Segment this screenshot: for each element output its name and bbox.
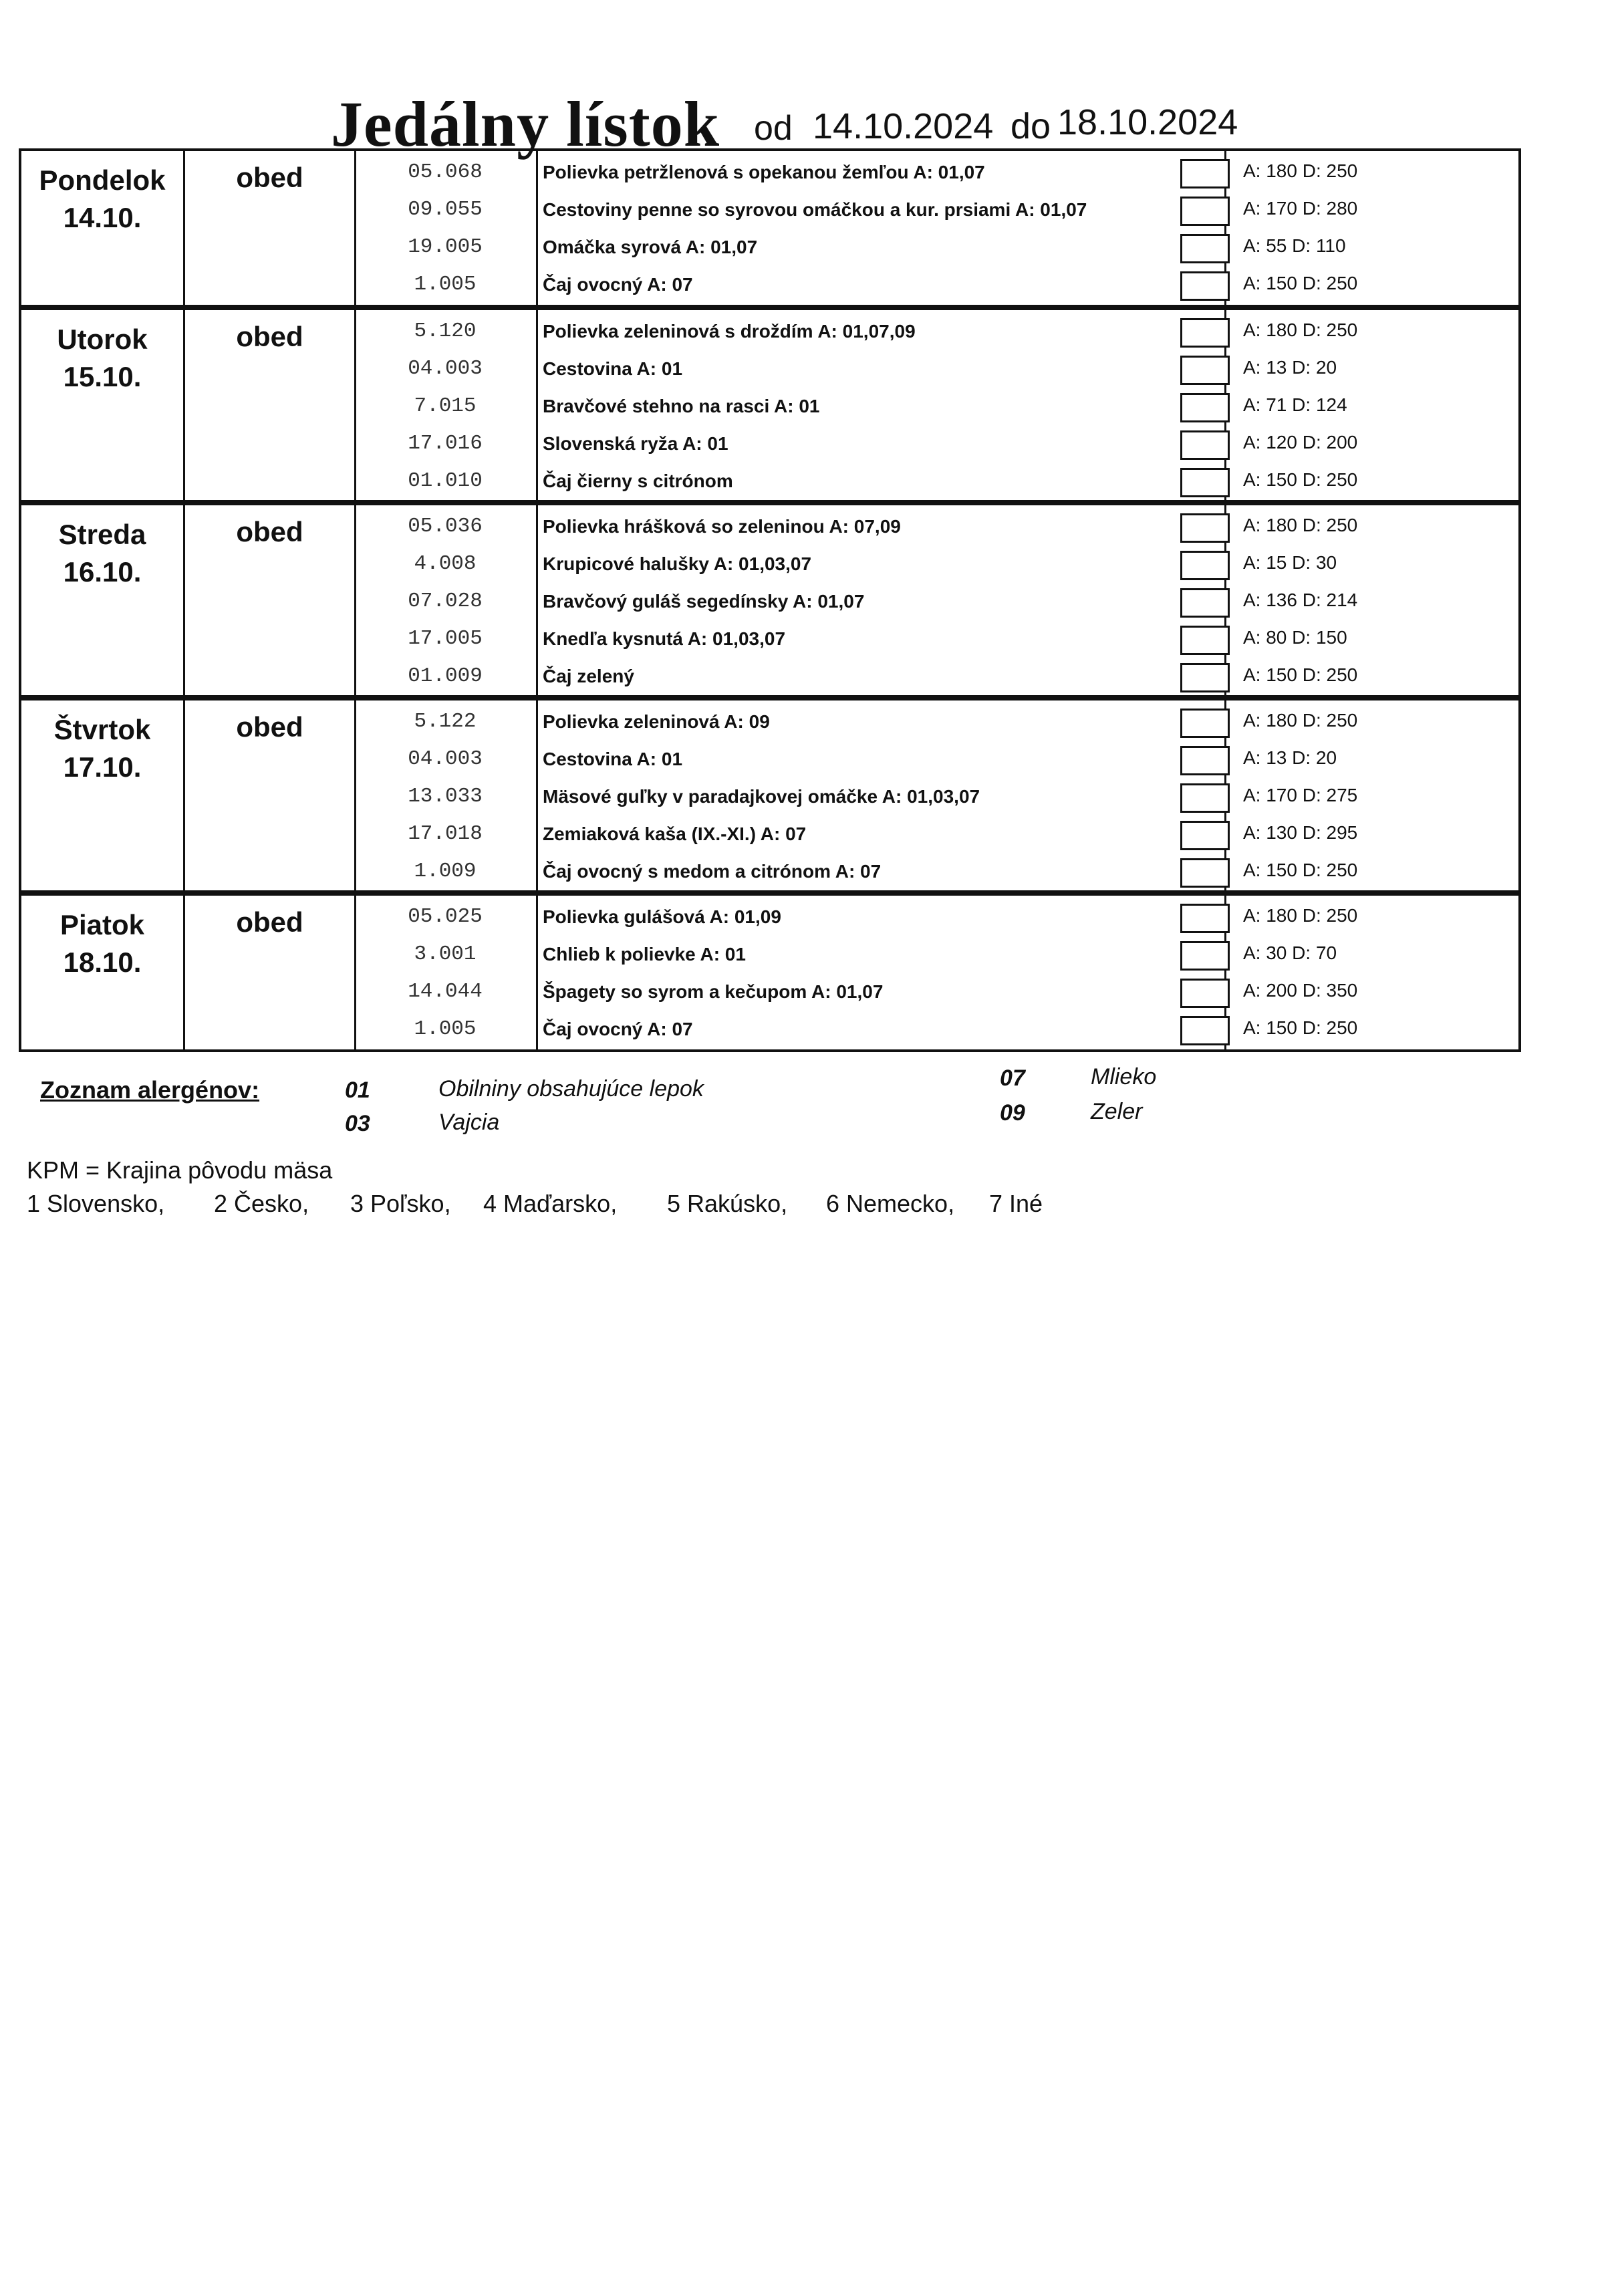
- order-checkbox[interactable]: [1180, 821, 1230, 850]
- item-code: 5.120: [414, 320, 477, 343]
- day-name: Utorok: [57, 324, 148, 355]
- dish-name: Polievka zeleninová s droždím A: 01,07,09: [543, 321, 916, 342]
- dish-name: Polievka zeleninová A: 09: [543, 711, 770, 732]
- item-code: 3.001: [414, 942, 477, 966]
- allergen-name: Zeler: [1091, 1099, 1143, 1124]
- day-block: [19, 148, 1521, 307]
- item-code: 1.009: [414, 860, 477, 883]
- menu-item-row: [354, 900, 1530, 937]
- dish-name: Cestovina A: 01: [543, 358, 683, 379]
- dish-name: Polievka hrášková so zeleninou A: 07,09: [543, 516, 901, 537]
- dish-name: Krupicové halušky A: 01,03,07: [543, 553, 812, 574]
- meal-type: obed: [236, 906, 303, 938]
- portion-size: A: 13 D: 20: [1243, 747, 1337, 768]
- portion-size: A: 200 D: 350: [1243, 980, 1358, 1001]
- item-code: 7.015: [414, 394, 477, 418]
- portion-size: A: 120 D: 200: [1243, 432, 1358, 453]
- menu-item-row: [354, 352, 1530, 389]
- allergen-name: Vajcia: [438, 1110, 500, 1135]
- menu-item-row: [354, 464, 1530, 501]
- kpm-country-list: [27, 1190, 1096, 1230]
- order-checkbox[interactable]: [1180, 234, 1230, 263]
- dish-name: Cestovina A: 01: [543, 749, 683, 769]
- menu-item-row: [354, 314, 1530, 352]
- item-code: 07.028: [408, 590, 483, 613]
- kpm-country: 1 Slovensko,: [27, 1190, 165, 1217]
- meal-type: obed: [236, 321, 303, 352]
- day-name: Piatok: [59, 909, 145, 940]
- dish-name: Chlieb k polievke A: 01: [543, 944, 746, 965]
- day-name-cell: [21, 906, 183, 981]
- item-code: 1.005: [414, 1017, 477, 1041]
- day-date: 18.10.: [63, 946, 142, 978]
- menu-item-row: [354, 155, 1530, 193]
- allergen-legend-heading: Zoznam alergénov:: [40, 1076, 260, 1104]
- portion-size: A: 130 D: 295: [1243, 822, 1358, 843]
- item-code: 1.005: [414, 273, 477, 296]
- meal-type: obed: [236, 516, 303, 547]
- portion-size: A: 136 D: 214: [1243, 590, 1358, 610]
- portion-size: A: 150 D: 250: [1243, 860, 1358, 880]
- item-code: 05.025: [408, 905, 483, 928]
- day-name-cell: [21, 711, 183, 786]
- order-checkbox[interactable]: [1180, 941, 1230, 971]
- portion-size: A: 170 D: 280: [1243, 198, 1358, 219]
- day-date: 14.10.: [63, 202, 142, 233]
- portion-size: A: 150 D: 250: [1243, 469, 1358, 490]
- order-checkbox[interactable]: [1180, 197, 1230, 226]
- item-code: 17.005: [408, 627, 483, 650]
- dish-name: Čaj ovocný A: 07: [543, 1019, 693, 1039]
- order-checkbox[interactable]: [1180, 468, 1230, 497]
- dish-name: Omáčka syrová A: 01,07: [543, 237, 758, 257]
- day-name: Pondelok: [39, 164, 166, 196]
- menu-item-row: [354, 622, 1530, 659]
- item-code: 5.122: [414, 710, 477, 733]
- order-checkbox[interactable]: [1180, 393, 1230, 422]
- allergen-code: 09: [1000, 1100, 1025, 1126]
- day-name-cell: [21, 516, 183, 591]
- kpm-country: 4 Maďarsko,: [483, 1190, 618, 1217]
- order-checkbox[interactable]: [1180, 318, 1230, 348]
- portion-size: A: 150 D: 250: [1243, 273, 1358, 293]
- allergen-name: Mlieko: [1091, 1064, 1157, 1090]
- day-name: Štvrtok: [53, 714, 151, 745]
- menu-item-row: [354, 547, 1530, 584]
- portion-size: A: 30 D: 70: [1243, 942, 1337, 963]
- dish-name: Bravčové stehno na rasci A: 01: [543, 396, 820, 416]
- menu-item-row: [354, 267, 1530, 305]
- portion-size: A: 180 D: 250: [1243, 710, 1358, 731]
- dish-name: Čaj zelený: [543, 666, 634, 686]
- item-code: 05.068: [408, 160, 483, 184]
- day-name-cell: [21, 162, 183, 237]
- dish-name: Čaj ovocný A: 07: [543, 274, 693, 295]
- meal-type: obed: [236, 162, 303, 193]
- day-date: 17.10.: [63, 751, 142, 783]
- dish-name: Čaj ovocný s medom a citrónom A: 07: [543, 861, 882, 882]
- kpm-definition: KPM = Krajina pôvodu mäsa: [27, 1156, 333, 1184]
- menu-item-row: [354, 193, 1530, 230]
- dish-name: Polievka petržlenová s opekanou žemľou A: 01,07: [543, 162, 985, 182]
- order-checkbox[interactable]: [1180, 626, 1230, 655]
- item-code: 01.009: [408, 664, 483, 688]
- dish-name: Mäsové guľky v paradajkovej omáčke A: 01,03,07: [543, 786, 980, 807]
- day-block: [19, 893, 1521, 1052]
- portion-size: A: 71 D: 124: [1243, 394, 1347, 415]
- item-code: 13.033: [408, 785, 483, 808]
- allergen-legend: [40, 1064, 1577, 1156]
- menu-item-row: [354, 426, 1530, 464]
- item-code: 05.036: [408, 515, 483, 538]
- portion-size: A: 150 D: 250: [1243, 664, 1358, 685]
- menu-item-row: [354, 584, 1530, 622]
- order-checkbox[interactable]: [1180, 746, 1230, 775]
- day-block: [19, 698, 1521, 893]
- day-name: Streda: [58, 519, 146, 550]
- order-checkbox[interactable]: [1180, 356, 1230, 385]
- meal-type: obed: [236, 711, 303, 743]
- portion-size: A: 180 D: 250: [1243, 320, 1358, 340]
- item-code: 01.010: [408, 469, 483, 493]
- meal-items: [354, 705, 1530, 892]
- order-checkbox[interactable]: [1180, 858, 1230, 888]
- menu-item-row: [354, 705, 1530, 742]
- portion-size: A: 55 D: 110: [1243, 235, 1346, 256]
- portion-size: A: 180 D: 250: [1243, 160, 1358, 181]
- order-checkbox[interactable]: [1180, 513, 1230, 543]
- menu-item-row: [354, 1012, 1530, 1049]
- portion-size: A: 180 D: 250: [1243, 515, 1358, 535]
- dish-name: Špagety so syrom a kečupom A: 01,07: [543, 981, 884, 1002]
- order-checkbox[interactable]: [1180, 783, 1230, 813]
- day-block: [19, 503, 1521, 698]
- dish-name: Čaj čierny s citrónom: [543, 471, 733, 491]
- portion-size: A: 15 D: 30: [1243, 552, 1337, 573]
- to-date: 18.10.2024: [1057, 102, 1238, 142]
- page-title: Jedálny lístok: [331, 88, 720, 160]
- menu-item-row: [354, 779, 1530, 817]
- dish-name: Zemiaková kaša (IX.-XI.) A: 07: [543, 823, 807, 844]
- menu-item-row: [354, 854, 1530, 892]
- kpm-country: 2 Česko,: [214, 1190, 309, 1217]
- portion-size: A: 80 D: 150: [1243, 627, 1347, 648]
- dish-name: Cestoviny penne so syrovou omáčkou a kur. prsiami A: 01,07: [543, 199, 1087, 220]
- portion-size: A: 13 D: 20: [1243, 357, 1337, 378]
- meal-items: [354, 900, 1530, 1049]
- portion-size: A: 150 D: 250: [1243, 1017, 1358, 1038]
- menu-item-row: [354, 937, 1530, 975]
- dish-name: Slovenská ryža A: 01: [543, 433, 728, 454]
- item-code: 19.005: [408, 235, 483, 259]
- item-code: 04.003: [408, 357, 483, 380]
- item-code: 4.008: [414, 552, 477, 576]
- menu-item-row: [354, 975, 1530, 1012]
- day-date: 15.10.: [63, 361, 142, 392]
- menu-item-row: [354, 817, 1530, 854]
- kpm-country: 7 Iné: [989, 1190, 1043, 1217]
- order-checkbox[interactable]: [1180, 551, 1230, 580]
- day-date: 16.10.: [63, 556, 142, 588]
- dish-name: Knedľa kysnutá A: 01,03,07: [543, 628, 786, 649]
- menu-item-row: [354, 230, 1530, 267]
- menu-item-row: [354, 659, 1530, 696]
- order-checkbox[interactable]: [1180, 663, 1230, 692]
- order-checkbox[interactable]: [1180, 979, 1230, 1008]
- dish-name: Polievka gulášová A: 01,09: [543, 906, 781, 927]
- from-date: 14.10.2024: [813, 106, 994, 146]
- portion-size: A: 180 D: 250: [1243, 905, 1358, 926]
- allergen-code: 03: [345, 1111, 370, 1136]
- order-checkbox[interactable]: [1180, 271, 1230, 301]
- menu-item-row: [354, 389, 1530, 426]
- order-checkbox[interactable]: [1180, 1016, 1230, 1045]
- menu-item-row: [354, 509, 1530, 547]
- item-code: 17.016: [408, 432, 483, 455]
- item-code: 04.003: [408, 747, 483, 771]
- order-checkbox[interactable]: [1180, 159, 1230, 188]
- item-code: 17.018: [408, 822, 483, 846]
- kpm-country: 6 Nemecko,: [826, 1190, 955, 1217]
- to-label: do: [1011, 106, 1051, 146]
- kpm-country: 3 Poľsko,: [350, 1190, 451, 1217]
- item-code: 09.055: [408, 198, 483, 221]
- order-checkbox[interactable]: [1180, 709, 1230, 738]
- day-block: [19, 307, 1521, 503]
- meal-items: [354, 509, 1530, 696]
- allergen-name: Obilniny obsahujúce lepok: [438, 1076, 704, 1102]
- meal-items: [354, 155, 1530, 305]
- allergen-code: 01: [345, 1077, 370, 1103]
- order-checkbox[interactable]: [1180, 588, 1230, 618]
- from-label: od: [754, 109, 793, 148]
- meal-items: [354, 314, 1530, 501]
- menu-table: [19, 148, 1521, 1052]
- dish-name: Bravčový guláš segedínsky A: 01,07: [543, 591, 865, 612]
- order-checkbox[interactable]: [1180, 430, 1230, 460]
- item-code: 14.044: [408, 980, 483, 1003]
- allergen-code: 07: [1000, 1065, 1025, 1091]
- order-checkbox[interactable]: [1180, 904, 1230, 933]
- day-name-cell: [21, 321, 183, 396]
- kpm-country: 5 Rakúsko,: [667, 1190, 788, 1217]
- menu-item-row: [354, 742, 1530, 779]
- portion-size: A: 170 D: 275: [1243, 785, 1358, 805]
